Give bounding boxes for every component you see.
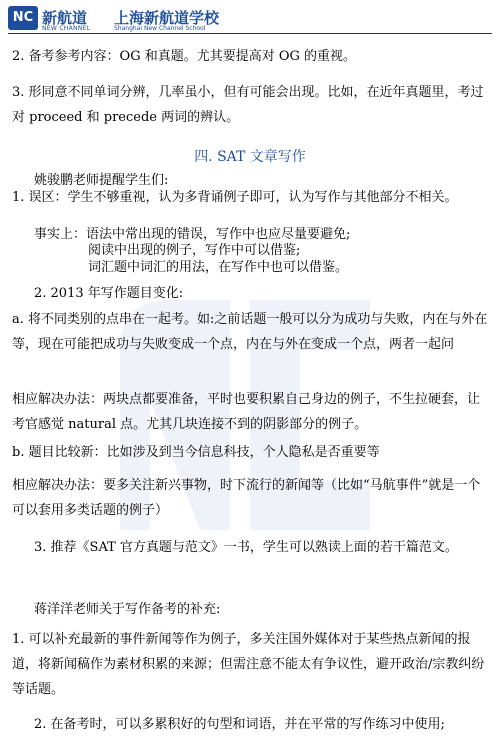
paragraph: 词汇题中词汇的用法，在写作中也可以借鉴。 <box>88 260 349 275</box>
paragraph: a. 将不同类别的点串在一起考。如:之前话题一般可以分为成功与失败，内在与外在等，现在可能把成功与失败变成一个点，内在与外在变成一个点，两者一起问 <box>12 312 488 352</box>
paragraph: 阅读中出现的例子，写作中可以借鉴; <box>88 243 301 258</box>
paragraph: 相应解决办法：要多关注新兴事物，时下流行的新闻等（比如“马航事件”就是一个可以套用多类话题的例子） <box>12 478 481 518</box>
paragraph: 3. 形同意不同单词分辨，几率虽小，但有可能会出现。比如，在近年真题里，考过对 proceed 和 precede 两词的辨认。 <box>12 85 484 125</box>
paragraph: 相应解决办法：两块点都要准备，平时也要积累自己身边的例子，不生拉硬套，让考官感觉 natural 点。尤其几块连接不到的阴影部分的例子。 <box>12 392 481 432</box>
paragraph: b. 题目比较新：比如涉及到当今信息科技，个人隐私是否重要等 <box>12 445 380 460</box>
school-name-cn: 上海新航道学校 <box>114 9 220 27</box>
paragraph: 姚骏鹏老师提醒学生们: <box>34 173 169 188</box>
brand-name-cn: 新航道 <box>42 9 88 27</box>
paragraph: 2. 备考参考内容：OG 和真题。尤其要提高对 OG 的重视。 <box>12 49 357 64</box>
document-header <box>8 6 492 34</box>
nc-logo-icon: NC <box>8 6 38 30</box>
paragraph: 2. 在备考时，可以多累积好的句型和词语，并在平常的写作练习中使用; <box>34 717 445 732</box>
paragraph: 1. 误区：学生不够重视，认为多背诵例子即可，认为写作与其他部分不相关。 <box>12 190 458 205</box>
paragraph: 3. 推荐《SAT 官方真题与范文》一书，学生可以熟读上面的若干篇范文。 <box>34 540 458 555</box>
paragraph: 1. 可以补充最新的事件新闻等作为例子，多关注国外媒体对于某些热点新闻的报道，将新闻稿作为素材积累的来源；但需注意不能太有争议性，避开政治/宗教纠纷等话题。 <box>12 632 485 697</box>
paragraph: 2. 2013 年写作题目变化: <box>34 286 184 301</box>
brand-name-en: NEW CHANNEL <box>42 25 91 32</box>
header-divider <box>8 33 492 34</box>
paragraph: 事实上：语法中常出现的错误，写作中也应尽量要避免; <box>34 227 351 242</box>
school-name-en: Shanghai New Channel School <box>114 25 206 32</box>
paragraph: 蒋洋洋老师关于写作备考的补充: <box>34 602 221 617</box>
section-title: 四. SAT 文章写作 <box>194 149 306 165</box>
